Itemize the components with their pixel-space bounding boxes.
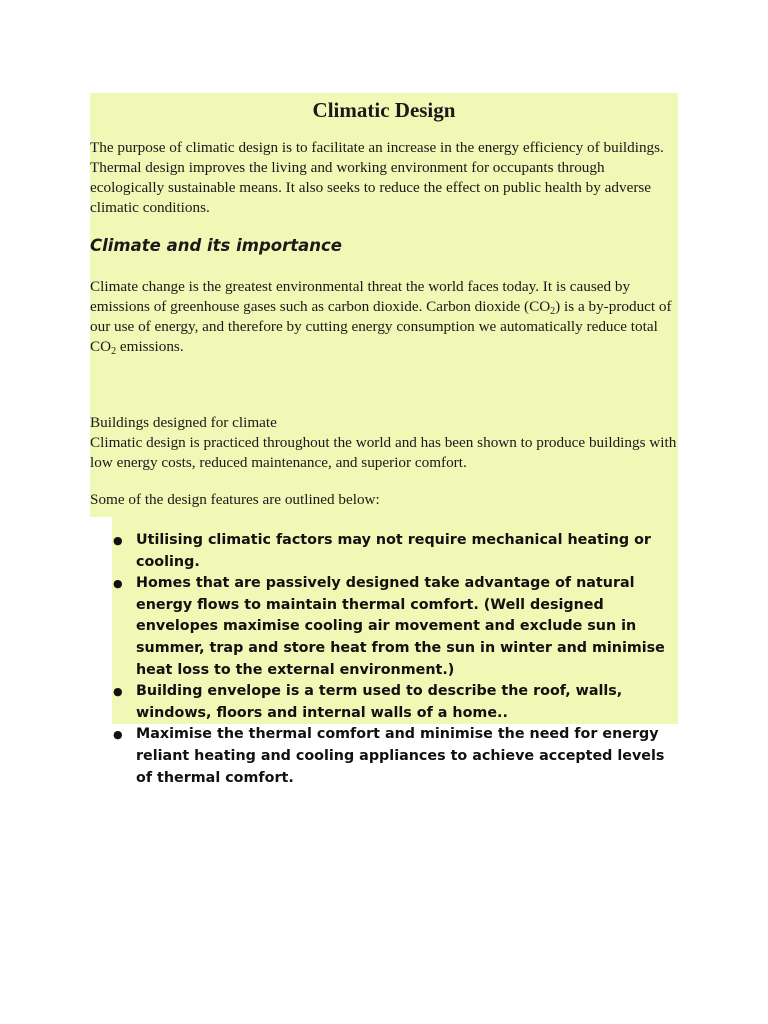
list-item xyxy=(112,681,678,724)
climate-text-part2: ) is a by-product of our use of energy, and therefore by cutting energy consumption we automatically reduce total CO xyxy=(90,298,672,355)
list-item xyxy=(112,724,678,789)
list-item-text: Maximise the thermal comfort and minimise the need for energy reliant heating and cooling appliances to achieve accepted levels of thermal comfort. xyxy=(136,726,665,786)
co2-subscript: 2 xyxy=(111,346,117,357)
climate-paragraph xyxy=(90,267,678,407)
bullet-icon: ● xyxy=(113,728,123,742)
bullet-icon: ● xyxy=(113,577,123,591)
list-item xyxy=(112,530,678,573)
buildings-paragraph: Climatic design is practiced throughout the world and has been shown to produce buildings with low energy costs, reduced maintenance, and superior comfort. xyxy=(90,433,678,475)
document-title: Climatic Design xyxy=(90,93,678,127)
list-item-text: Utilising climatic factors may not require mechanical heating or cooling. xyxy=(136,532,651,570)
climate-text-part1: Climate change is the greatest environmental threat the world faces today. It is caused by emissions of greenhouse gases such as carbon dioxide. Carbon dioxide (CO xyxy=(90,278,631,315)
list-item xyxy=(112,573,678,681)
section-heading-climate: Climate and its importance xyxy=(90,225,678,267)
list-item-text: Building envelope is a term used to describe the roof, walls, windows, floors and internal walls of a home.. xyxy=(136,683,623,721)
climate-text-part3: emissions. xyxy=(116,338,184,355)
outline-paragraph: Some of the design features are outlined below: xyxy=(90,475,678,517)
design-features-list xyxy=(112,517,678,786)
bullet-icon: ● xyxy=(113,534,123,547)
section-heading-buildings: Buildings designed for climate xyxy=(90,407,678,433)
list-item-text: Homes that are passively designed take advantage of natural energy flows to maintain thermal comfort. (Well designed envelopes maximise cooling air movement and exclude sun in summer, trap and store heat from the sun in winter and minimise heat loss to the external environment.) xyxy=(136,575,665,678)
co2-subscript: 2 xyxy=(550,306,556,317)
bullet-icon: ● xyxy=(113,685,123,699)
intro-paragraph: The purpose of climatic design is to facilitate an increase in the energy efficiency of buildings. Thermal design improves the living and working environment for occupants through ecologically sustainable means. It also seeks to reduce the effect on public health by adverse climatic conditions. xyxy=(90,127,678,225)
